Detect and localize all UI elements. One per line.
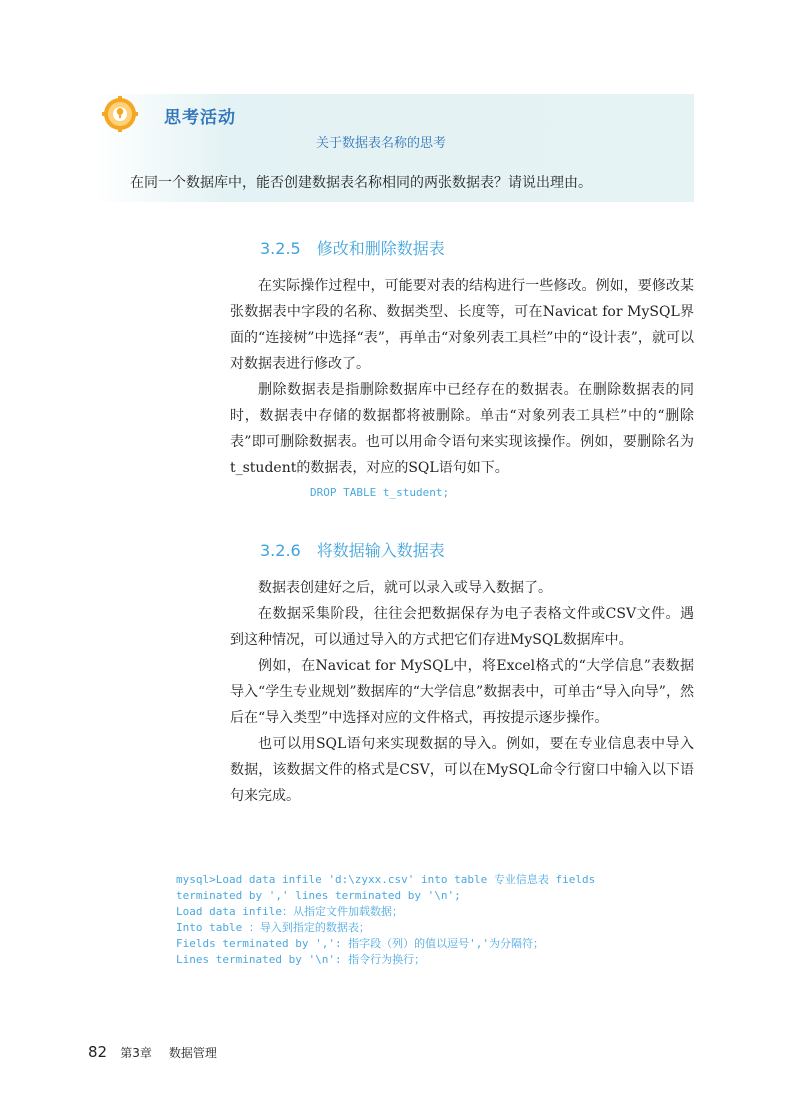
think-activity-title: 思考活动 [164,108,236,128]
code-line: Into table ：导入到指定的数据表； [176,921,370,934]
section-326-body [230,575,694,809]
code-line: mysql>Load data infile 'd:\zyxx.csv' into table 专业信息表 fields [176,873,596,886]
paragraph: 在实际操作过程中，可能要对表的结构进行一些修改。例如，要修改某张数据表中字段的名称、数据类型、长度等，可在Navicat for MySQL界面的“连接树”中选择“表”，再单击“对象列表工具栏”中的“设计表”，就可以对数据表进行修改了。 [230,278,694,372]
section-heading-325 [260,236,445,259]
sql-drop-code: DROP TABLE t_student; [310,486,450,499]
sql-load-code [176,872,595,968]
section-title: 将数据输入数据表 [316,541,445,560]
code-line: Lines terminated by '\n': 指令行为换行； [176,953,426,966]
section-heading-326 [260,538,445,561]
paragraph: 例如，在Navicat for MySQL中，将Excel格式的“大学信息”表数据导入“学生专业规划”数据库的“大学信息”数据表中，可单击“导入向导”，然后在“导入类型”中选择对应的文件格式，再按提示逐步操作。 [230,658,694,726]
section-325-body [230,273,694,481]
paragraph: 数据表创建好之后，就可以录入或导入数据了。 [258,580,552,596]
section-number: 3.2.6 [260,541,301,560]
code-line: terminated by ',' lines terminated by '\n'; [176,889,461,902]
paragraph: 删除数据表是指删除数据库中已经存在的数据表。在删除数据表的同时，数据表中存储的数据都将被删除。单击“对象列表工具栏”中的“删除表”即可删除数据表。也可以用命令语句来实现该操作。例如，要删除名为t_student的数据表，对应的SQL语句如下。 [230,382,694,476]
code-line: Load data infile：从指定文件加载数据； [176,905,403,918]
section-title: 修改和删除数据表 [316,239,445,258]
page-footer [88,1042,217,1061]
paragraph: 也可以用SQL语句来实现数据的导入。例如，要在专业信息表中导入数据，该数据文件的格式是CSV，可以在MySQL命令行窗口中输入以下语句来完成。 [230,736,694,804]
chapter-label: 第3章 [120,1046,152,1060]
code-line: Fields terminated by ',': 指字段（列）的值以逗号','为分隔符； [176,937,545,950]
think-activity-question: 在同一个数据库中，能否创建数据表名称相同的两张数据表？请说出理由。 [130,175,592,191]
think-activity-subtitle: 关于数据表名称的思考 [316,136,447,151]
gear-icon [100,96,140,132]
chapter-title: 数据管理 [168,1046,217,1060]
section-number: 3.2.5 [260,239,301,258]
paragraph: 在数据采集阶段，往往会把数据保存为电子表格文件或CSV文件。遇到这种情况，可以通过导入的方式把它们存进MySQL数据库中。 [230,606,694,648]
page-number: 82 [88,1043,108,1061]
